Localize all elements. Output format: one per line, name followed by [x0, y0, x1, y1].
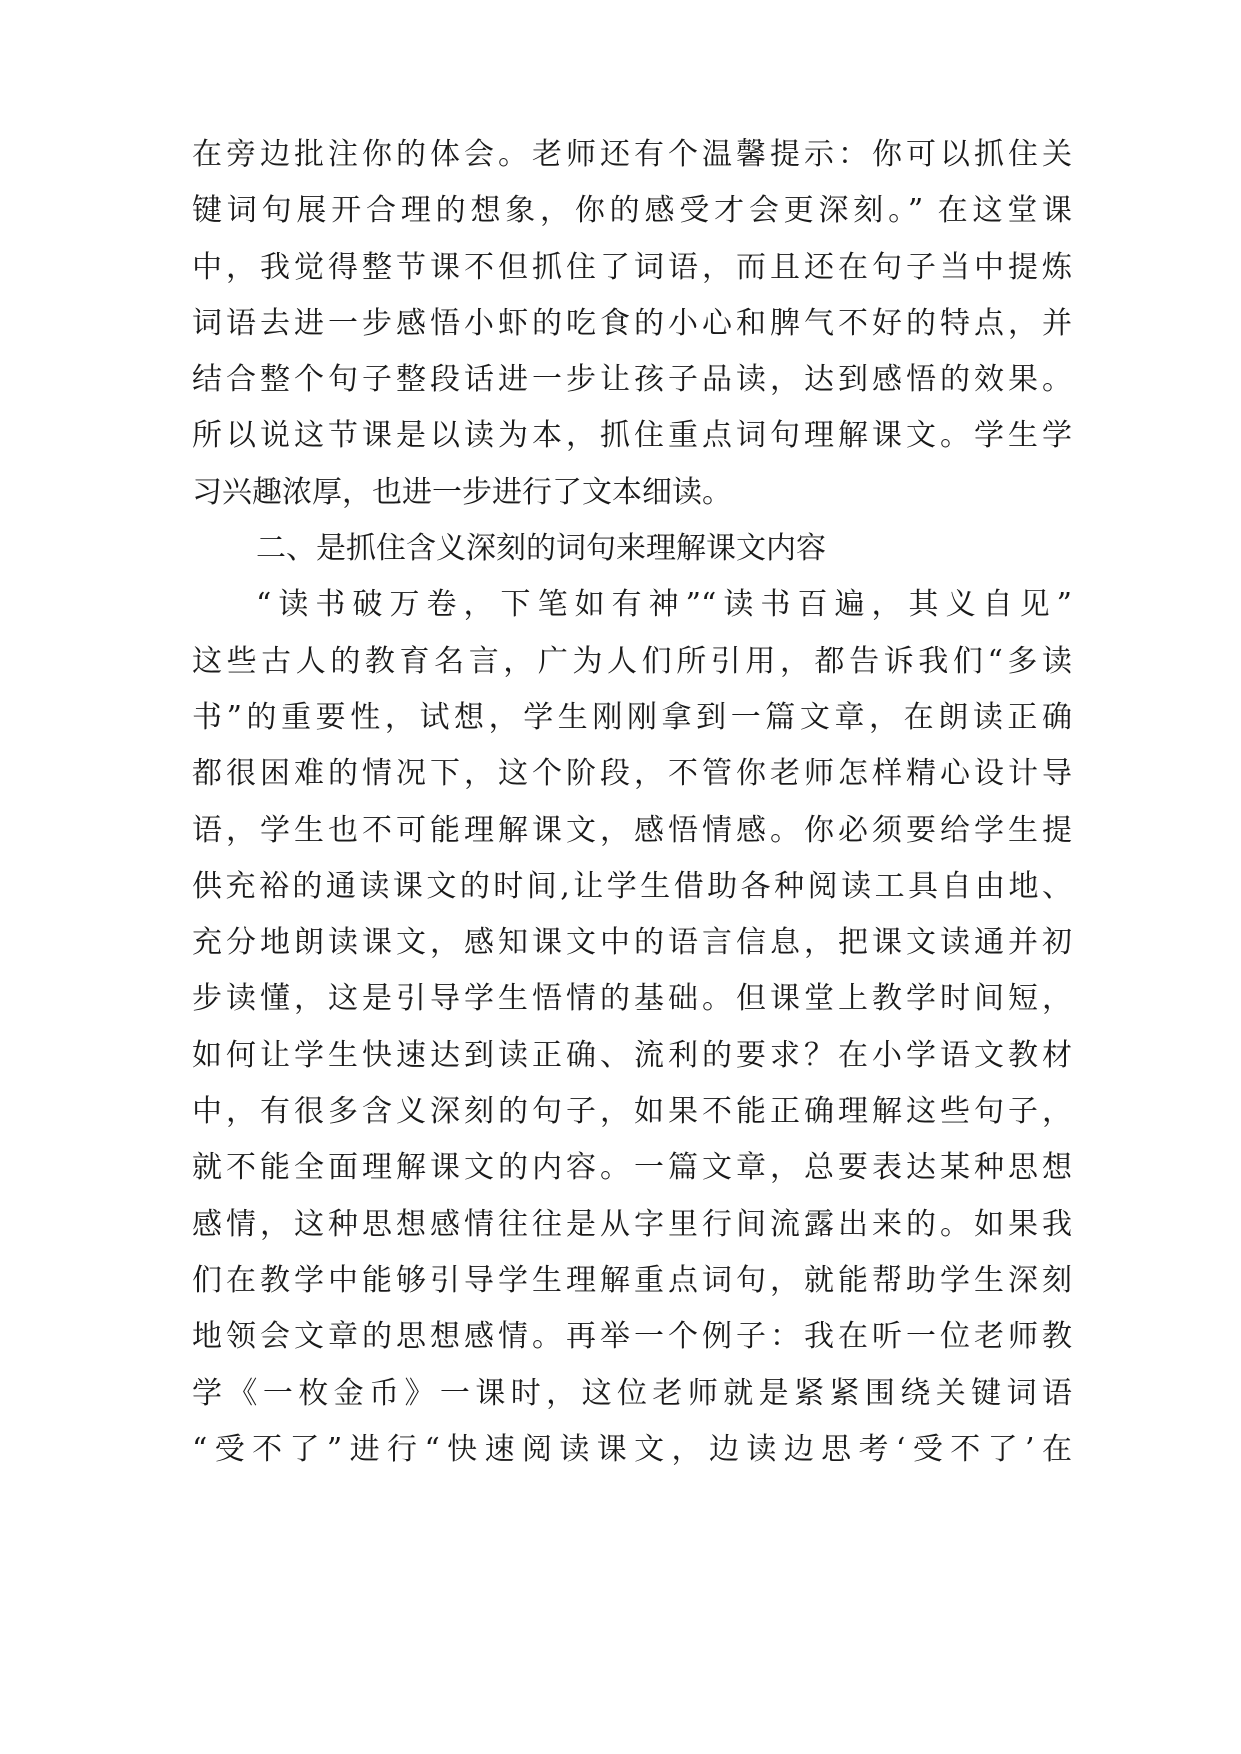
- text-line: 这些古人的教育名言，广为人们所引用，都告诉我们“多读: [192, 643, 1072, 679]
- text-line: 们在教学中能够引导学生理解重点词句，就能帮助学生深刻: [192, 1262, 1072, 1298]
- text-line: “受不了”进行“快速阅读课文，边读边思考‘受不了’在: [192, 1431, 1072, 1467]
- text-line: 结合整个句子整段话进一步让孩子品读，达到感悟的效果。: [192, 362, 1072, 398]
- body-text: [192, 127, 1072, 1478]
- text-line: 就不能全面理解课文的内容。一篇文章，总要表达某种思想: [192, 1150, 1072, 1186]
- text-line: 如何让学生快速达到读正确、流利的要求？在小学语文教材: [192, 1037, 1072, 1073]
- paragraph-first-line: “读书破万卷，下笔如有神”“读书百遍，其义自见”: [256, 587, 1072, 623]
- text-line: 地领会文章的思想感情。再举一个例子：我在听一位老师教: [192, 1319, 1072, 1355]
- text-line: 中，我觉得整节课不但抓住了词语，而且还在句子当中提炼: [192, 249, 1072, 285]
- text-line: 中，有很多含义深刻的句子，如果不能正确理解这些句子，: [192, 1094, 1072, 1130]
- text-line: 所以说这节课是以读为本，抓住重点词句理解课文。学生学: [192, 418, 1072, 454]
- paragraph-end-line: 习兴趣浓厚，也进一步进行了文本细读。: [192, 474, 732, 510]
- text-line: 充分地朗读课文，感知课文中的语言信息，把课文读通并初: [192, 925, 1072, 961]
- text-line: 键词句展开合理的想象，你的感受才会更深刻。” 在这堂课: [192, 193, 1072, 229]
- text-line: 供充裕的通读课文的时间,让学生借助各种阅读工具自由地、: [192, 868, 1072, 904]
- text-line: 感情，这种思想感情往往是从字里行间流露出来的。如果我: [192, 1206, 1072, 1242]
- text-line: 词语去进一步感悟小虾的吃食的小心和脾气不好的特点，并: [192, 305, 1072, 341]
- text-line: 在旁边批注你的体会。老师还有个温馨提示：你可以抓住关: [192, 137, 1072, 172]
- text-line: 都很困难的情况下，这个阶段，不管你老师怎样精心设计导: [192, 756, 1072, 792]
- text-line: 学《一枚金币》一课时，这位老师就是紧紧围绕关键词语: [192, 1375, 1072, 1411]
- text-line: 语，学生也不可能理解课文，感悟情感。你必须要给学生提: [192, 812, 1072, 848]
- text-line: 步读懂，这是引导学生悟情的基础。但课堂上教学时间短，: [192, 981, 1072, 1017]
- text-line: 书”的重要性，试想，学生刚刚拿到一篇文章，在朗读正确: [192, 699, 1072, 735]
- section-heading: 二、是抓住含义深刻的词句来理解课文内容: [256, 531, 826, 567]
